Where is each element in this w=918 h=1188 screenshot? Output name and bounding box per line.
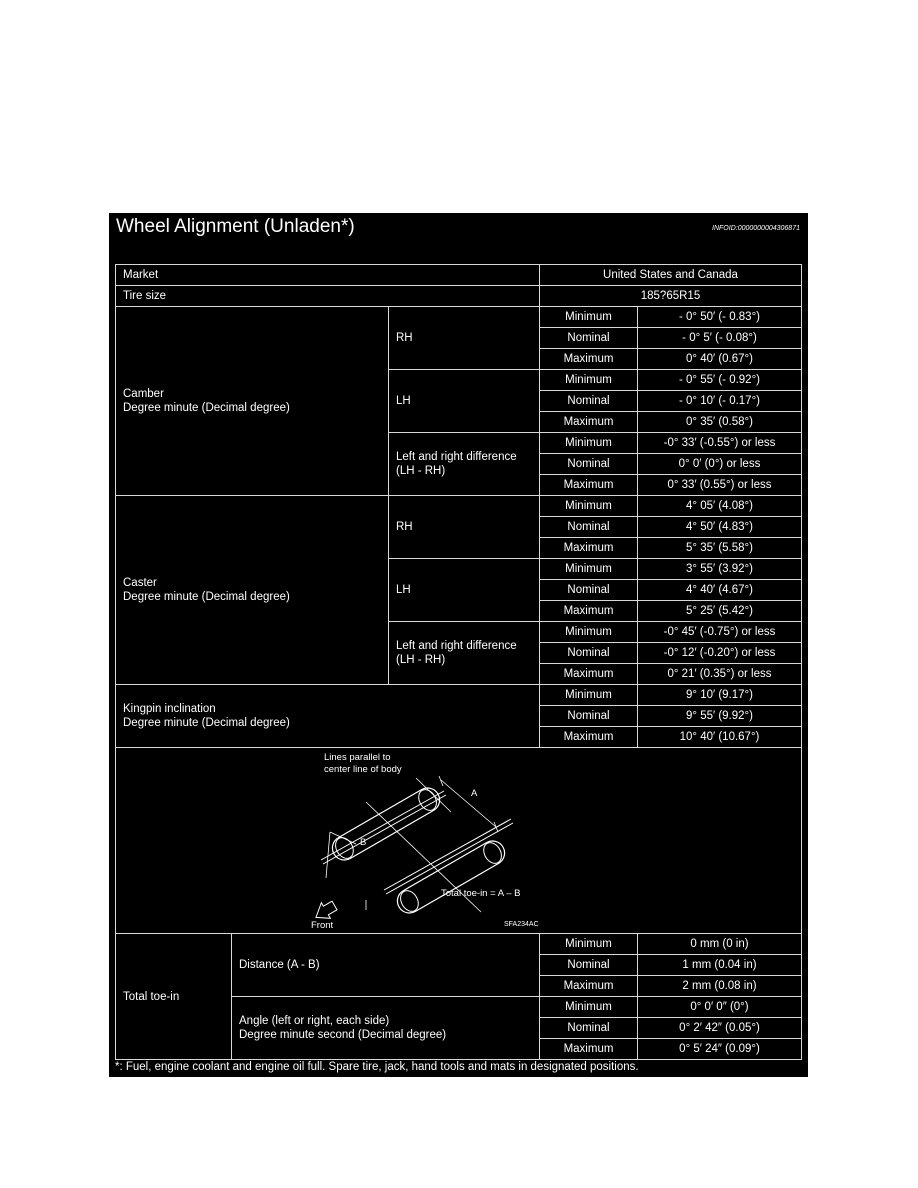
- camber-lh-nominal: - 0° 10′ (- 0.17°): [638, 391, 802, 412]
- front-right-tire: [393, 837, 509, 918]
- alignment-table: [115, 264, 802, 1060]
- caster-label: [116, 496, 389, 685]
- camber-unit: Degree minute (Decimal degree): [123, 402, 290, 414]
- camber-diff-nominal: 0° 0′ (0°) or less: [638, 454, 802, 475]
- camber-lh-label: LH: [389, 370, 540, 433]
- toe-angle-unit: Degree minute second (Decimal degree): [239, 1029, 447, 1041]
- maximum-label: Maximum: [540, 475, 638, 496]
- caster-diff-title: Left and right difference: [396, 640, 517, 652]
- toe-label: Total toe-in: [116, 934, 232, 1060]
- parallel-line: [386, 823, 513, 894]
- table-row: [116, 496, 802, 517]
- diagram-code: SFA234AC: [504, 921, 539, 928]
- minimum-label: Minimum: [540, 997, 638, 1018]
- camber-title: Camber: [123, 388, 164, 400]
- toe-in-figure-cell: [116, 748, 802, 934]
- caster-lh-label: LH: [389, 559, 540, 622]
- camber-lh-maximum: 0° 35′ (0.58°): [638, 412, 802, 433]
- diagram-lines-label-1: Lines parallel to: [324, 752, 391, 763]
- diagram-toe-label: Total toe-in = A – B: [441, 888, 521, 899]
- minimum-label: Minimum: [540, 622, 638, 643]
- camber-label: [116, 307, 389, 496]
- minimum-label: Minimum: [540, 307, 638, 328]
- caster-lh-nominal: 4° 40′ (4.67°): [638, 580, 802, 601]
- toe-distance-maximum: 2 mm (0.08 in): [638, 976, 802, 997]
- toe-angle-title: Angle (left or right, each side): [239, 1015, 390, 1027]
- camber-rh-minimum: - 0° 50′ (- 0.83°): [638, 307, 802, 328]
- kingpin-label: [116, 685, 540, 748]
- toe-in-diagram: [306, 752, 566, 930]
- caster-diff-sub: (LH - RH): [396, 654, 446, 666]
- diagram-b-label: B: [360, 837, 367, 848]
- nominal-label: Nominal: [540, 328, 638, 349]
- diagram-front-label: Front: [311, 920, 334, 930]
- maximum-label: Maximum: [540, 538, 638, 559]
- minimum-label: Minimum: [540, 685, 638, 706]
- toe-angle-label: [232, 997, 540, 1060]
- camber-diff-sub: (LH - RH): [396, 465, 446, 477]
- toe-angle-maximum: 0° 5′ 24″ (0.09°): [638, 1039, 802, 1060]
- kingpin-nominal: 9° 55′ (9.92°): [638, 706, 802, 727]
- camber-diff-label: [389, 433, 540, 496]
- nominal-label: Nominal: [540, 1018, 638, 1039]
- minimum-label: Minimum: [540, 934, 638, 955]
- caster-rh-label: RH: [389, 496, 540, 559]
- tire-size-label: Tire size: [116, 286, 540, 307]
- table-row: [116, 934, 802, 955]
- nominal-label: Nominal: [540, 643, 638, 664]
- camber-lh-minimum: - 0° 55′ (- 0.92°): [638, 370, 802, 391]
- minimum-label: Minimum: [540, 559, 638, 580]
- toe-angle-minimum: 0° 0′ 0″ (0°): [638, 997, 802, 1018]
- camber-diff-title: Left and right difference: [396, 451, 517, 463]
- nominal-label: Nominal: [540, 706, 638, 727]
- caster-unit: Degree minute (Decimal degree): [123, 591, 290, 603]
- minimum-label: Minimum: [540, 370, 638, 391]
- dimension-a-line: [441, 780, 496, 827]
- kingpin-title: Kingpin inclination: [123, 703, 216, 715]
- parallel-line: [323, 795, 446, 864]
- market-label: Market: [116, 265, 540, 286]
- info-id: INFOID:0000000004306871: [712, 225, 800, 232]
- caster-diff-label: [389, 622, 540, 685]
- caster-lh-minimum: 3° 55′ (3.92°): [638, 559, 802, 580]
- camber-diff-minimum: -0° 33′ (-0.55°) or less: [638, 433, 802, 454]
- kingpin-minimum: 9° 10′ (9.17°): [638, 685, 802, 706]
- footnote: *: Fuel, engine coolant and engine oil full. Spare tire, jack, hand tools and mats in designated positions.: [115, 1061, 639, 1073]
- diagram-lines-label-2: center line of body: [324, 764, 402, 775]
- minimum-label: Minimum: [540, 433, 638, 454]
- table-row: [116, 307, 802, 328]
- maximum-label: Maximum: [540, 976, 638, 997]
- diagram-a-label: A: [471, 788, 478, 799]
- maximum-label: Maximum: [540, 601, 638, 622]
- spec-panel: [109, 213, 808, 1077]
- caster-diff-nominal: -0° 12′ (-0.20°) or less: [638, 643, 802, 664]
- table-row: [116, 685, 802, 706]
- toe-distance-label: Distance (A - B): [232, 934, 540, 997]
- caster-title: Caster: [123, 577, 157, 589]
- maximum-label: Maximum: [540, 727, 638, 748]
- caster-rh-minimum: 4° 05′ (4.08°): [638, 496, 802, 517]
- camber-diff-maximum: 0° 33′ (0.55°) or less: [638, 475, 802, 496]
- table-row: [116, 286, 802, 307]
- minimum-label: Minimum: [540, 496, 638, 517]
- nominal-label: Nominal: [540, 580, 638, 601]
- page-title: Wheel Alignment (Unladen*): [116, 216, 355, 237]
- tire-size-value: 185?65R15: [540, 286, 802, 307]
- kingpin-unit: Degree minute (Decimal degree): [123, 717, 290, 729]
- nominal-label: Nominal: [540, 391, 638, 412]
- maximum-label: Maximum: [540, 412, 638, 433]
- toe-distance-nominal: 1 mm (0.04 in): [638, 955, 802, 976]
- caster-rh-maximum: 5° 35′ (5.58°): [638, 538, 802, 559]
- maximum-label: Maximum: [540, 664, 638, 685]
- nominal-label: Nominal: [540, 955, 638, 976]
- parallel-line: [321, 791, 444, 860]
- nominal-label: Nominal: [540, 517, 638, 538]
- kingpin-maximum: 10° 40′ (10.67°): [638, 727, 802, 748]
- caster-lh-maximum: 5° 25′ (5.42°): [638, 601, 802, 622]
- camber-rh-maximum: 0° 40′ (0.67°): [638, 349, 802, 370]
- table-row: [116, 265, 802, 286]
- maximum-label: Maximum: [540, 1039, 638, 1060]
- camber-rh-label: RH: [389, 307, 540, 370]
- camber-rh-nominal: - 0° 5′ (- 0.08°): [638, 328, 802, 349]
- maximum-label: Maximum: [540, 349, 638, 370]
- toe-angle-nominal: 0° 2′ 42″ (0.05°): [638, 1018, 802, 1039]
- toe-distance-minimum: 0 mm (0 in): [638, 934, 802, 955]
- table-row: [116, 748, 802, 934]
- parallel-line: [384, 819, 511, 890]
- caster-diff-minimum: -0° 45′ (-0.75°) or less: [638, 622, 802, 643]
- nominal-label: Nominal: [540, 454, 638, 475]
- market-value: United States and Canada: [540, 265, 802, 286]
- caster-diff-maximum: 0° 21′ (0.35°) or less: [638, 664, 802, 685]
- caster-rh-nominal: 4° 50′ (4.83°): [638, 517, 802, 538]
